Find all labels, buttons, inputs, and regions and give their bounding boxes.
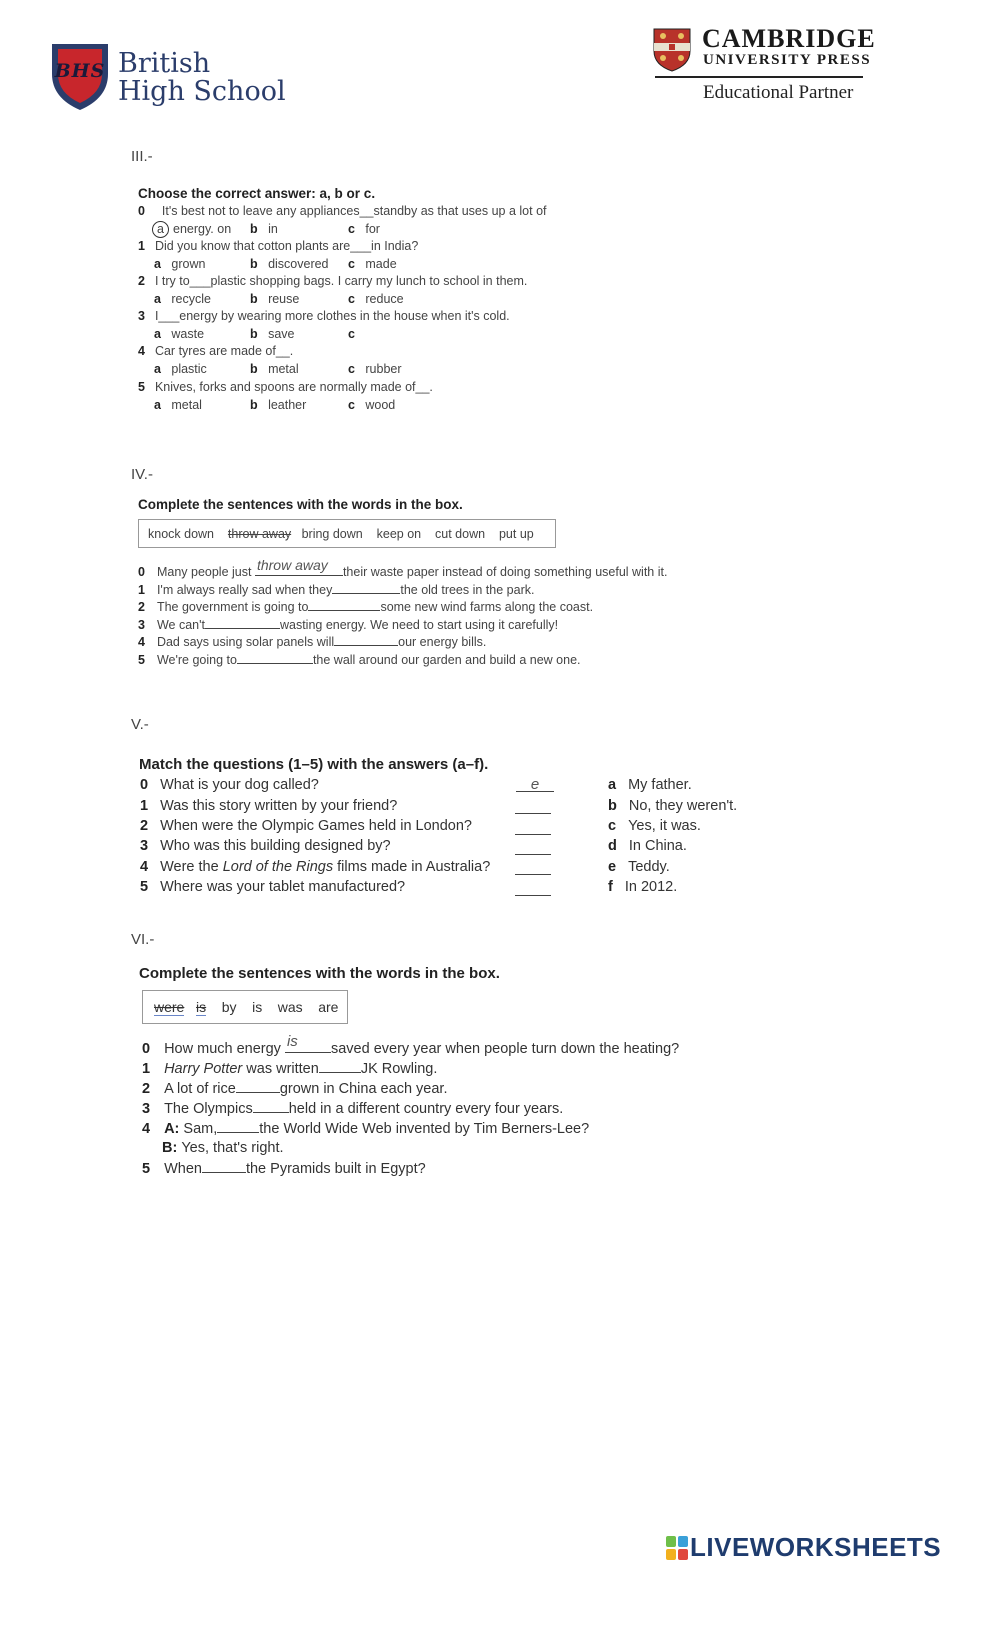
cambridge-subtitle: UNIVERSITY PRESS bbox=[703, 52, 872, 68]
s4-item-3: 3 We can't wasting energy. We need to start using it carefully! bbox=[138, 618, 559, 632]
s3-item-3-opt-b[interactable]: b save bbox=[250, 327, 295, 341]
section-4-instruction: Complete the sentences with the words in the box. bbox=[138, 497, 463, 512]
educational-partner: Educational Partner bbox=[703, 82, 854, 103]
s3-item-2-opt-a[interactable]: a recycle bbox=[154, 292, 211, 306]
s3-item-4-opt-a[interactable]: a plastic bbox=[154, 362, 207, 376]
header-rule bbox=[655, 76, 863, 78]
s5-blank-0[interactable] bbox=[516, 776, 554, 792]
section-6-title: VI.- bbox=[131, 931, 155, 948]
s3-item-1-opt-b[interactable]: b discovered bbox=[250, 257, 329, 271]
bhs-name-line2: High School bbox=[118, 76, 286, 107]
s5-blank-3[interactable] bbox=[515, 839, 551, 855]
answer-blank[interactable] bbox=[319, 1060, 361, 1073]
s6-word-box-words bbox=[154, 999, 338, 1015]
word-chip: was bbox=[277, 999, 303, 1015]
cambridge-title: CAMBRIDGE bbox=[702, 24, 876, 53]
section-5-title: V.- bbox=[131, 716, 149, 733]
s3-item-1: 1 Did you know that cotton plants are___in India? bbox=[138, 239, 419, 253]
answer-blank[interactable] bbox=[253, 1100, 289, 1113]
s5-question-2: 2 When were the Olympic Games held in London? bbox=[140, 818, 472, 834]
word-chip: cut down bbox=[435, 527, 486, 541]
s4-word-box-words bbox=[148, 527, 534, 541]
s6-item-4a: 4 A: Sam, the World Wide Web invented by Tim Berners-Lee? bbox=[142, 1121, 590, 1137]
s5-question-4: 4 Were the Lord of the Rings films made in Australia? bbox=[140, 859, 491, 875]
word-chip: by bbox=[221, 999, 237, 1015]
answer-blank[interactable] bbox=[285, 1033, 307, 1053]
liveworksheets-logo-icon bbox=[666, 1536, 688, 1560]
s5-answer-b: b No, they weren't. bbox=[608, 798, 738, 814]
s3-item-2-opt-b[interactable]: b reuse bbox=[250, 292, 300, 306]
s6-item-0: 0 How much energy is saved every year when people turn down the heating? bbox=[142, 1033, 680, 1057]
s3-item-3-opt-a[interactable]: a waste bbox=[154, 327, 205, 341]
s4-item-5: 5 We're going to the wall around our garden and build a new one. bbox=[138, 653, 581, 667]
s4-item-2: 2 The government is going to some new wind farms along the coast. bbox=[138, 600, 594, 614]
s3-item-3-opt-c[interactable]: c bbox=[348, 327, 355, 341]
answer-blank[interactable] bbox=[217, 1120, 259, 1133]
section-6-instruction: Complete the sentences with the words in the box. bbox=[139, 965, 500, 982]
answer-blank[interactable] bbox=[236, 1080, 280, 1093]
s5-question-3: 3 Who was this building designed by? bbox=[140, 838, 391, 854]
word-chip-used: were bbox=[154, 999, 185, 1015]
answer-blank[interactable] bbox=[308, 598, 380, 611]
answer-blank[interactable] bbox=[334, 633, 398, 646]
question-text: It's best not to leave any appliances__standby as that uses up a lot of bbox=[161, 204, 547, 218]
word-chip: put up bbox=[498, 527, 534, 541]
s3-item-1-opt-a[interactable]: a grown bbox=[154, 257, 206, 271]
s5-blank-4[interactable] bbox=[515, 859, 551, 875]
s3-item-4-opt-c[interactable]: c rubber bbox=[348, 362, 402, 376]
bhs-logo-letters: BHS bbox=[54, 60, 106, 82]
example-answer: is bbox=[286, 1033, 298, 1050]
answer-blank[interactable] bbox=[237, 651, 313, 664]
section-3-title: III.- bbox=[131, 148, 153, 165]
s5-blank-1[interactable] bbox=[515, 798, 551, 814]
s5-question-1: 1 Was this story written by your friend? bbox=[140, 798, 398, 814]
circled-answer[interactable]: a bbox=[152, 221, 169, 238]
s3-item-2: 2 I try to___plastic shopping bags. I carry my lunch to school in them. bbox=[138, 274, 528, 288]
s4-item-0: 0 Many people just throw away their waste paper instead of doing something useful with it. bbox=[138, 557, 668, 579]
s3-item-5-opt-a[interactable]: a metal bbox=[154, 398, 202, 412]
s5-answer-f: f In 2012. bbox=[608, 879, 678, 895]
s3-item-5-opt-b[interactable]: b leather bbox=[250, 398, 307, 412]
s5-question-5: 5 Where was your tablet manufactured? bbox=[140, 879, 406, 895]
s6-item-5: 5 When the Pyramids built in Egypt? bbox=[142, 1161, 426, 1177]
s6-item-1: 1 Harry Potter was written JK Rowling. bbox=[142, 1061, 438, 1077]
section-4-title: IV.- bbox=[131, 466, 153, 483]
s3-item-0-options: a energy. on bbox=[152, 221, 231, 238]
s5-answer-a: a My father. bbox=[608, 777, 692, 793]
answer-blank[interactable] bbox=[205, 616, 280, 629]
s5-answer-c: c Yes, it was. bbox=[608, 818, 701, 834]
answer-blank[interactable] bbox=[202, 1160, 246, 1173]
s5-answer-d: d In China. bbox=[608, 838, 687, 854]
word-chip-used: throw away bbox=[227, 527, 292, 541]
s3-item-3: 3 I___energy by wearing more clothes in the house when it's cold. bbox=[138, 309, 510, 323]
s3-item-4-opt-b[interactable]: b metal bbox=[250, 362, 299, 376]
section-5-instruction: Match the questions (1–5) with the answers (a–f). bbox=[139, 756, 489, 773]
word-chip: knock down bbox=[148, 527, 215, 541]
s5-answer-e: e Teddy. bbox=[608, 859, 670, 875]
answer-blank[interactable] bbox=[332, 581, 400, 594]
s6-item-4b: B: Yes, that's right. bbox=[162, 1140, 284, 1156]
s5-question-0: 0 What is your dog called? bbox=[140, 777, 319, 793]
cambridge-crest-icon bbox=[652, 27, 692, 73]
word-chip: is bbox=[252, 999, 263, 1015]
example-answer: throw away bbox=[256, 557, 328, 573]
word-chip: keep on bbox=[376, 527, 422, 541]
s3-item-0 bbox=[138, 204, 547, 218]
s5-blank-5[interactable] bbox=[515, 880, 551, 896]
s3-item-1-opt-c[interactable]: c made bbox=[348, 257, 397, 271]
liveworksheets-brand[interactable]: LIVEWORKSHEETS bbox=[690, 1532, 942, 1562]
s3-item-2-opt-c[interactable]: c reduce bbox=[348, 292, 404, 306]
item-number: 0 bbox=[138, 204, 145, 218]
bhs-name-line1: British bbox=[118, 48, 211, 79]
word-chip: bring down bbox=[301, 527, 363, 541]
s6-item-3: 3 The Olympics held in a different country every four years. bbox=[142, 1101, 564, 1117]
s3-item-5: 5 Knives, forks and spoons are normally made of__. bbox=[138, 380, 433, 394]
example-answer: e bbox=[530, 776, 540, 793]
word-chip: are bbox=[318, 999, 339, 1015]
s3-item-5-opt-c[interactable]: c wood bbox=[348, 398, 396, 412]
section-3-instruction: Choose the correct answer: a, b or c. bbox=[138, 186, 376, 201]
s6-item-2: 2 A lot of rice grown in China each year. bbox=[142, 1081, 448, 1097]
s4-item-1: 1 I'm always really sad when they the old trees in the park. bbox=[138, 583, 535, 597]
word-chip-used: is bbox=[196, 999, 207, 1015]
s3-item-4: 4 Car tyres are made of__. bbox=[138, 344, 294, 358]
s5-blank-2[interactable] bbox=[515, 819, 551, 835]
answer-blank[interactable] bbox=[255, 557, 343, 576]
s4-item-4: 4 Dad says using solar panels will our energy bills. bbox=[138, 635, 487, 649]
